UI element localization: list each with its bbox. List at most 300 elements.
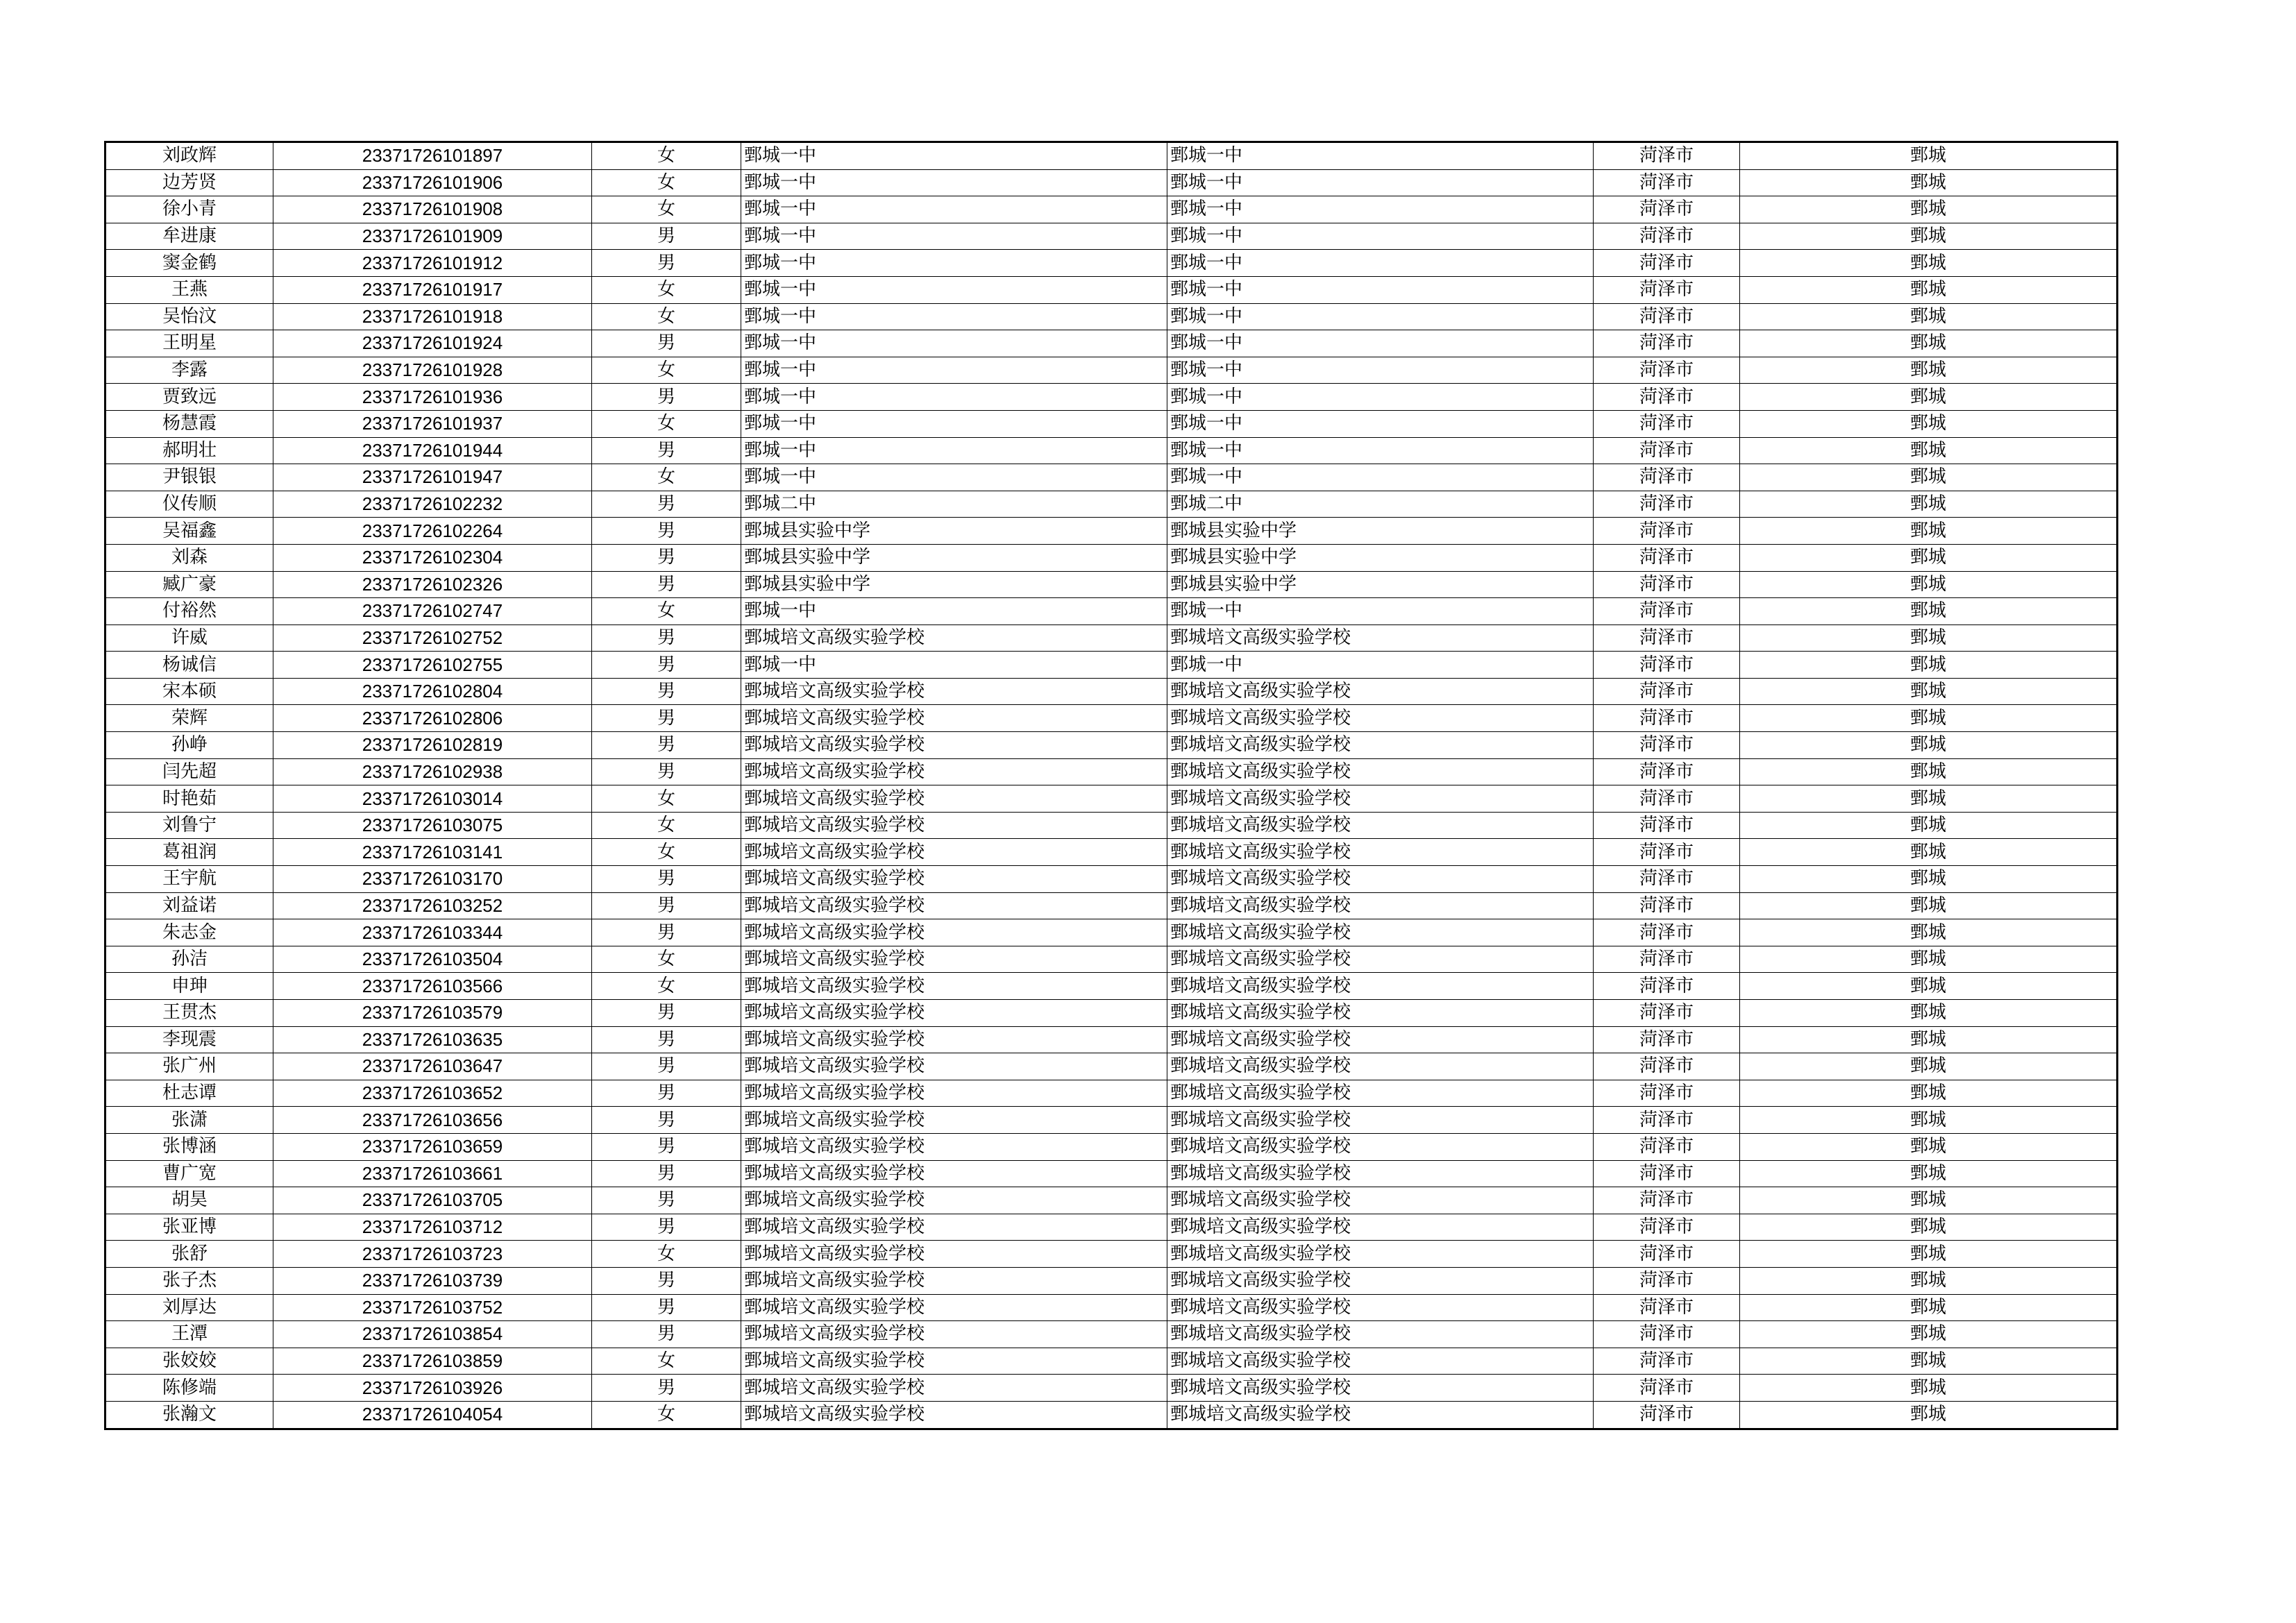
name-cell: 张亚博 xyxy=(105,1214,273,1241)
county-cell: 鄄城 xyxy=(1740,866,2118,893)
exam-id-cell: 23371726101908 xyxy=(273,196,592,223)
school-cell: 鄄城二中 xyxy=(741,491,1167,518)
table-row xyxy=(105,1107,2118,1134)
name-cell: 荣辉 xyxy=(105,705,273,732)
school-cell: 鄄城培文高级实验学校 xyxy=(741,1160,1167,1187)
table-row xyxy=(105,812,2118,839)
unit-cell: 鄄城一中 xyxy=(1167,384,1594,411)
table-row xyxy=(105,544,2118,571)
county-cell: 鄄城 xyxy=(1740,1375,2118,1402)
exam-id-cell: 23371726102938 xyxy=(273,758,592,785)
city-cell: 菏泽市 xyxy=(1594,384,1740,411)
exam-id-cell: 23371726103752 xyxy=(273,1294,592,1321)
unit-cell: 鄄城一中 xyxy=(1167,357,1594,384)
table-row xyxy=(105,758,2118,785)
school-cell: 鄄城一中 xyxy=(741,250,1167,277)
name-cell: 张潇 xyxy=(105,1107,273,1134)
school-cell: 鄄城县实验中学 xyxy=(741,571,1167,598)
unit-cell: 鄄城一中 xyxy=(1167,250,1594,277)
school-cell: 鄄城培文高级实验学校 xyxy=(741,892,1167,919)
city-cell: 菏泽市 xyxy=(1594,1321,1740,1348)
unit-cell: 鄄城培文高级实验学校 xyxy=(1167,1000,1594,1027)
name-cell: 张瀚文 xyxy=(105,1401,273,1429)
city-cell: 菏泽市 xyxy=(1594,437,1740,464)
table-row xyxy=(105,866,2118,893)
gender-cell: 男 xyxy=(592,678,741,705)
unit-cell: 鄄城县实验中学 xyxy=(1167,518,1594,545)
exam-id-cell: 23371726103566 xyxy=(273,973,592,1000)
city-cell: 菏泽市 xyxy=(1594,1267,1740,1294)
name-cell: 申珅 xyxy=(105,973,273,1000)
city-cell: 菏泽市 xyxy=(1594,410,1740,437)
school-cell: 鄄城培文高级实验学校 xyxy=(741,758,1167,785)
name-cell: 时艳茹 xyxy=(105,785,273,813)
school-cell: 鄄城培文高级实验学校 xyxy=(741,1401,1167,1429)
exam-id-cell: 23371726102304 xyxy=(273,544,592,571)
name-cell: 李现震 xyxy=(105,1026,273,1053)
city-cell: 菏泽市 xyxy=(1594,812,1740,839)
city-cell: 菏泽市 xyxy=(1594,357,1740,384)
table-row xyxy=(105,276,2118,303)
school-cell: 鄄城一中 xyxy=(741,196,1167,223)
school-cell: 鄄城一中 xyxy=(741,464,1167,491)
city-cell: 菏泽市 xyxy=(1594,142,1740,170)
exam-id-cell: 23371726101936 xyxy=(273,384,592,411)
table-row xyxy=(105,652,2118,679)
county-cell: 鄄城 xyxy=(1740,1401,2118,1429)
table-row xyxy=(105,1267,2118,1294)
county-cell: 鄄城 xyxy=(1740,812,2118,839)
unit-cell: 鄄城培文高级实验学校 xyxy=(1167,732,1594,759)
unit-cell: 鄄城培文高级实验学校 xyxy=(1167,1080,1594,1107)
county-cell: 鄄城 xyxy=(1740,1321,2118,1348)
county-cell: 鄄城 xyxy=(1740,384,2118,411)
county-cell: 鄄城 xyxy=(1740,1348,2118,1375)
unit-cell: 鄄城一中 xyxy=(1167,464,1594,491)
city-cell: 菏泽市 xyxy=(1594,919,1740,946)
name-cell: 杨慧霞 xyxy=(105,410,273,437)
county-cell: 鄄城 xyxy=(1740,1187,2118,1214)
unit-cell: 鄄城培文高级实验学校 xyxy=(1167,1026,1594,1053)
name-cell: 葛祖润 xyxy=(105,839,273,866)
city-cell: 菏泽市 xyxy=(1594,1160,1740,1187)
exam-id-cell: 23371726104054 xyxy=(273,1401,592,1429)
county-cell: 鄄城 xyxy=(1740,1160,2118,1187)
unit-cell: 鄄城一中 xyxy=(1167,303,1594,330)
gender-cell: 女 xyxy=(592,303,741,330)
county-cell: 鄄城 xyxy=(1740,142,2118,170)
county-cell: 鄄城 xyxy=(1740,946,2118,973)
city-cell: 菏泽市 xyxy=(1594,598,1740,625)
unit-cell: 鄄城培文高级实验学校 xyxy=(1167,973,1594,1000)
gender-cell: 男 xyxy=(592,1294,741,1321)
county-cell: 鄄城 xyxy=(1740,678,2118,705)
school-cell: 鄄城一中 xyxy=(741,330,1167,357)
name-cell: 刘政辉 xyxy=(105,142,273,170)
name-cell: 牟进康 xyxy=(105,223,273,250)
school-cell: 鄄城培文高级实验学校 xyxy=(741,678,1167,705)
gender-cell: 女 xyxy=(592,1401,741,1429)
county-cell: 鄄城 xyxy=(1740,839,2118,866)
exam-id-cell: 23371726103635 xyxy=(273,1026,592,1053)
table-row xyxy=(105,919,2118,946)
exam-id-cell: 23371726101897 xyxy=(273,142,592,170)
county-cell: 鄄城 xyxy=(1740,437,2118,464)
table-row xyxy=(105,598,2118,625)
table-row xyxy=(105,384,2118,411)
table-row xyxy=(105,571,2118,598)
city-cell: 菏泽市 xyxy=(1594,1187,1740,1214)
county-cell: 鄄城 xyxy=(1740,518,2118,545)
county-cell: 鄄城 xyxy=(1740,464,2118,491)
name-cell: 李露 xyxy=(105,357,273,384)
table-row xyxy=(105,518,2118,545)
county-cell: 鄄城 xyxy=(1740,973,2118,1000)
school-cell: 鄄城培文高级实验学校 xyxy=(741,812,1167,839)
gender-cell: 女 xyxy=(592,785,741,813)
exam-id-cell: 23371726101924 xyxy=(273,330,592,357)
county-cell: 鄄城 xyxy=(1740,1214,2118,1241)
exam-id-cell: 23371726101912 xyxy=(273,250,592,277)
city-cell: 菏泽市 xyxy=(1594,732,1740,759)
name-cell: 王明星 xyxy=(105,330,273,357)
city-cell: 菏泽市 xyxy=(1594,866,1740,893)
exam-id-cell: 23371726101928 xyxy=(273,357,592,384)
name-cell: 边芳贤 xyxy=(105,169,273,196)
unit-cell: 鄄城培文高级实验学校 xyxy=(1167,624,1594,652)
gender-cell: 男 xyxy=(592,1160,741,1187)
name-cell: 仪传顺 xyxy=(105,491,273,518)
unit-cell: 鄄城培文高级实验学校 xyxy=(1167,1294,1594,1321)
city-cell: 菏泽市 xyxy=(1594,785,1740,813)
city-cell: 菏泽市 xyxy=(1594,705,1740,732)
school-cell: 鄄城培文高级实验学校 xyxy=(741,1133,1167,1160)
city-cell: 菏泽市 xyxy=(1594,544,1740,571)
name-cell: 贾致远 xyxy=(105,384,273,411)
gender-cell: 男 xyxy=(592,571,741,598)
gender-cell: 女 xyxy=(592,142,741,170)
county-cell: 鄄城 xyxy=(1740,758,2118,785)
table-row xyxy=(105,1348,2118,1375)
table-row xyxy=(105,1160,2118,1187)
table-row xyxy=(105,624,2118,652)
table-row xyxy=(105,357,2118,384)
school-cell: 鄄城培文高级实验学校 xyxy=(741,839,1167,866)
gender-cell: 女 xyxy=(592,973,741,1000)
name-cell: 尹银银 xyxy=(105,464,273,491)
gender-cell: 男 xyxy=(592,919,741,946)
county-cell: 鄄城 xyxy=(1740,357,2118,384)
unit-cell: 鄄城一中 xyxy=(1167,196,1594,223)
city-cell: 菏泽市 xyxy=(1594,946,1740,973)
table-row xyxy=(105,196,2118,223)
table-row xyxy=(105,437,2118,464)
table-row xyxy=(105,303,2118,330)
table-row xyxy=(105,1214,2118,1241)
unit-cell: 鄄城培文高级实验学校 xyxy=(1167,1107,1594,1134)
exam-id-cell: 23371726103252 xyxy=(273,892,592,919)
table-row xyxy=(105,785,2118,813)
name-cell: 曹广宽 xyxy=(105,1160,273,1187)
exam-id-cell: 23371726103170 xyxy=(273,866,592,893)
county-cell: 鄄城 xyxy=(1740,1267,2118,1294)
school-cell: 鄄城培文高级实验学校 xyxy=(741,785,1167,813)
county-cell: 鄄城 xyxy=(1740,785,2118,813)
exam-id-cell: 23371726101947 xyxy=(273,464,592,491)
county-cell: 鄄城 xyxy=(1740,1000,2118,1027)
unit-cell: 鄄城一中 xyxy=(1167,169,1594,196)
exam-id-cell: 23371726103652 xyxy=(273,1080,592,1107)
table-row xyxy=(105,973,2118,1000)
school-cell: 鄄城培文高级实验学校 xyxy=(741,1321,1167,1348)
name-cell: 宋本硕 xyxy=(105,678,273,705)
exam-id-cell: 23371726103656 xyxy=(273,1107,592,1134)
unit-cell: 鄄城一中 xyxy=(1167,437,1594,464)
county-cell: 鄄城 xyxy=(1740,330,2118,357)
name-cell: 刘鲁宁 xyxy=(105,812,273,839)
county-cell: 鄄城 xyxy=(1740,276,2118,303)
county-cell: 鄄城 xyxy=(1740,196,2118,223)
table-row xyxy=(105,169,2118,196)
city-cell: 菏泽市 xyxy=(1594,624,1740,652)
gender-cell: 男 xyxy=(592,1214,741,1241)
exam-id-cell: 23371726102819 xyxy=(273,732,592,759)
exam-id-cell: 23371726101906 xyxy=(273,169,592,196)
table-row xyxy=(105,1080,2118,1107)
unit-cell: 鄄城一中 xyxy=(1167,330,1594,357)
city-cell: 菏泽市 xyxy=(1594,303,1740,330)
city-cell: 菏泽市 xyxy=(1594,1241,1740,1268)
school-cell: 鄄城一中 xyxy=(741,303,1167,330)
name-cell: 胡昊 xyxy=(105,1187,273,1214)
exam-id-cell: 23371726102326 xyxy=(273,571,592,598)
school-cell: 鄄城一中 xyxy=(741,142,1167,170)
unit-cell: 鄄城培文高级实验学校 xyxy=(1167,812,1594,839)
city-cell: 菏泽市 xyxy=(1594,758,1740,785)
school-cell: 鄄城一中 xyxy=(741,384,1167,411)
school-cell: 鄄城培文高级实验学校 xyxy=(741,1214,1167,1241)
school-cell: 鄄城培文高级实验学校 xyxy=(741,1187,1167,1214)
school-cell: 鄄城培文高级实验学校 xyxy=(741,1375,1167,1402)
gender-cell: 男 xyxy=(592,1053,741,1080)
school-cell: 鄄城一中 xyxy=(741,276,1167,303)
gender-cell: 女 xyxy=(592,1348,741,1375)
unit-cell: 鄄城培文高级实验学校 xyxy=(1167,678,1594,705)
name-cell: 张舒 xyxy=(105,1241,273,1268)
unit-cell: 鄄城一中 xyxy=(1167,410,1594,437)
city-cell: 菏泽市 xyxy=(1594,250,1740,277)
unit-cell: 鄄城一中 xyxy=(1167,652,1594,679)
unit-cell: 鄄城培文高级实验学校 xyxy=(1167,1053,1594,1080)
name-cell: 孙洁 xyxy=(105,946,273,973)
gender-cell: 女 xyxy=(592,1241,741,1268)
gender-cell: 男 xyxy=(592,1000,741,1027)
exam-id-cell: 23371726103723 xyxy=(273,1241,592,1268)
school-cell: 鄄城县实验中学 xyxy=(741,544,1167,571)
county-cell: 鄄城 xyxy=(1740,892,2118,919)
gender-cell: 女 xyxy=(592,464,741,491)
name-cell: 张博涵 xyxy=(105,1133,273,1160)
county-cell: 鄄城 xyxy=(1740,250,2118,277)
exam-id-cell: 23371726101937 xyxy=(273,410,592,437)
name-cell: 孙峥 xyxy=(105,732,273,759)
name-cell: 王燕 xyxy=(105,276,273,303)
gender-cell: 男 xyxy=(592,1080,741,1107)
name-cell: 张广州 xyxy=(105,1053,273,1080)
exam-id-cell: 23371726103141 xyxy=(273,839,592,866)
school-cell: 鄄城培文高级实验学校 xyxy=(741,705,1167,732)
table-row xyxy=(105,142,2118,170)
unit-cell: 鄄城一中 xyxy=(1167,223,1594,250)
city-cell: 菏泽市 xyxy=(1594,973,1740,1000)
gender-cell: 男 xyxy=(592,518,741,545)
table-row xyxy=(105,1026,2118,1053)
table-row xyxy=(105,1053,2118,1080)
gender-cell: 女 xyxy=(592,812,741,839)
exam-id-cell: 23371726103859 xyxy=(273,1348,592,1375)
name-cell: 张子杰 xyxy=(105,1267,273,1294)
table-row xyxy=(105,678,2118,705)
student-roster-table xyxy=(104,141,2118,1430)
unit-cell: 鄄城培文高级实验学校 xyxy=(1167,1375,1594,1402)
name-cell: 王宇航 xyxy=(105,866,273,893)
table-row xyxy=(105,946,2118,973)
school-cell: 鄄城培文高级实验学校 xyxy=(741,1348,1167,1375)
unit-cell: 鄄城培文高级实验学校 xyxy=(1167,1133,1594,1160)
gender-cell: 女 xyxy=(592,946,741,973)
exam-id-cell: 23371726103075 xyxy=(273,812,592,839)
school-cell: 鄄城培文高级实验学校 xyxy=(741,973,1167,1000)
gender-cell: 男 xyxy=(592,330,741,357)
gender-cell: 男 xyxy=(592,624,741,652)
school-cell: 鄄城培文高级实验学校 xyxy=(741,1241,1167,1268)
gender-cell: 女 xyxy=(592,410,741,437)
exam-id-cell: 23371726101909 xyxy=(273,223,592,250)
exam-id-cell: 23371726103705 xyxy=(273,1187,592,1214)
gender-cell: 男 xyxy=(592,892,741,919)
school-cell: 鄄城培文高级实验学校 xyxy=(741,1053,1167,1080)
city-cell: 菏泽市 xyxy=(1594,169,1740,196)
table-row xyxy=(105,1401,2118,1429)
county-cell: 鄄城 xyxy=(1740,1133,2118,1160)
exam-id-cell: 23371726103739 xyxy=(273,1267,592,1294)
county-cell: 鄄城 xyxy=(1740,410,2118,437)
county-cell: 鄄城 xyxy=(1740,491,2118,518)
city-cell: 菏泽市 xyxy=(1594,839,1740,866)
city-cell: 菏泽市 xyxy=(1594,1026,1740,1053)
name-cell: 杨诚信 xyxy=(105,652,273,679)
city-cell: 菏泽市 xyxy=(1594,491,1740,518)
city-cell: 菏泽市 xyxy=(1594,518,1740,545)
exam-id-cell: 23371726101944 xyxy=(273,437,592,464)
name-cell: 王潭 xyxy=(105,1321,273,1348)
name-cell: 王贯杰 xyxy=(105,1000,273,1027)
gender-cell: 女 xyxy=(592,357,741,384)
county-cell: 鄄城 xyxy=(1740,598,2118,625)
city-cell: 菏泽市 xyxy=(1594,1000,1740,1027)
gender-cell: 男 xyxy=(592,1321,741,1348)
exam-id-cell: 23371726102806 xyxy=(273,705,592,732)
school-cell: 鄄城一中 xyxy=(741,410,1167,437)
school-cell: 鄄城培文高级实验学校 xyxy=(741,1026,1167,1053)
exam-id-cell: 23371726102755 xyxy=(273,652,592,679)
table-row xyxy=(105,1375,2118,1402)
county-cell: 鄄城 xyxy=(1740,169,2118,196)
exam-id-cell: 23371726103014 xyxy=(273,785,592,813)
city-cell: 菏泽市 xyxy=(1594,652,1740,679)
city-cell: 菏泽市 xyxy=(1594,1133,1740,1160)
city-cell: 菏泽市 xyxy=(1594,1107,1740,1134)
exam-id-cell: 23371726102804 xyxy=(273,678,592,705)
city-cell: 菏泽市 xyxy=(1594,464,1740,491)
gender-cell: 女 xyxy=(592,276,741,303)
gender-cell: 女 xyxy=(592,196,741,223)
city-cell: 菏泽市 xyxy=(1594,196,1740,223)
name-cell: 徐小青 xyxy=(105,196,273,223)
city-cell: 菏泽市 xyxy=(1594,1375,1740,1402)
school-cell: 鄄城一中 xyxy=(741,652,1167,679)
table-row xyxy=(105,410,2118,437)
exam-id-cell: 23371726102264 xyxy=(273,518,592,545)
gender-cell: 男 xyxy=(592,544,741,571)
gender-cell: 女 xyxy=(592,839,741,866)
city-cell: 菏泽市 xyxy=(1594,892,1740,919)
county-cell: 鄄城 xyxy=(1740,652,2118,679)
roster-body xyxy=(105,142,2118,1429)
name-cell: 刘益诺 xyxy=(105,892,273,919)
county-cell: 鄄城 xyxy=(1740,624,2118,652)
city-cell: 菏泽市 xyxy=(1594,678,1740,705)
gender-cell: 男 xyxy=(592,437,741,464)
name-cell: 闫先超 xyxy=(105,758,273,785)
table-row xyxy=(105,1000,2118,1027)
name-cell: 付裕然 xyxy=(105,598,273,625)
county-cell: 鄄城 xyxy=(1740,223,2118,250)
city-cell: 菏泽市 xyxy=(1594,223,1740,250)
school-cell: 鄄城一中 xyxy=(741,437,1167,464)
unit-cell: 鄄城培文高级实验学校 xyxy=(1167,1267,1594,1294)
city-cell: 菏泽市 xyxy=(1594,1080,1740,1107)
table-row xyxy=(105,892,2118,919)
city-cell: 菏泽市 xyxy=(1594,1294,1740,1321)
school-cell: 鄄城培文高级实验学校 xyxy=(741,732,1167,759)
city-cell: 菏泽市 xyxy=(1594,1348,1740,1375)
county-cell: 鄄城 xyxy=(1740,732,2118,759)
county-cell: 鄄城 xyxy=(1740,1294,2118,1321)
gender-cell: 男 xyxy=(592,705,741,732)
table-row xyxy=(105,464,2118,491)
name-cell: 陈修端 xyxy=(105,1375,273,1402)
table-row xyxy=(105,491,2118,518)
name-cell: 刘森 xyxy=(105,544,273,571)
unit-cell: 鄄城培文高级实验学校 xyxy=(1167,758,1594,785)
gender-cell: 男 xyxy=(592,1026,741,1053)
county-cell: 鄄城 xyxy=(1740,571,2118,598)
table-row xyxy=(105,330,2118,357)
school-cell: 鄄城培文高级实验学校 xyxy=(741,866,1167,893)
unit-cell: 鄄城一中 xyxy=(1167,276,1594,303)
gender-cell: 女 xyxy=(592,598,741,625)
county-cell: 鄄城 xyxy=(1740,705,2118,732)
exam-id-cell: 23371726103659 xyxy=(273,1133,592,1160)
gender-cell: 男 xyxy=(592,1107,741,1134)
exam-id-cell: 23371726103579 xyxy=(273,1000,592,1027)
gender-cell: 男 xyxy=(592,223,741,250)
unit-cell: 鄄城县实验中学 xyxy=(1167,544,1594,571)
unit-cell: 鄄城培文高级实验学校 xyxy=(1167,1241,1594,1268)
gender-cell: 男 xyxy=(592,1133,741,1160)
school-cell: 鄄城培文高级实验学校 xyxy=(741,919,1167,946)
